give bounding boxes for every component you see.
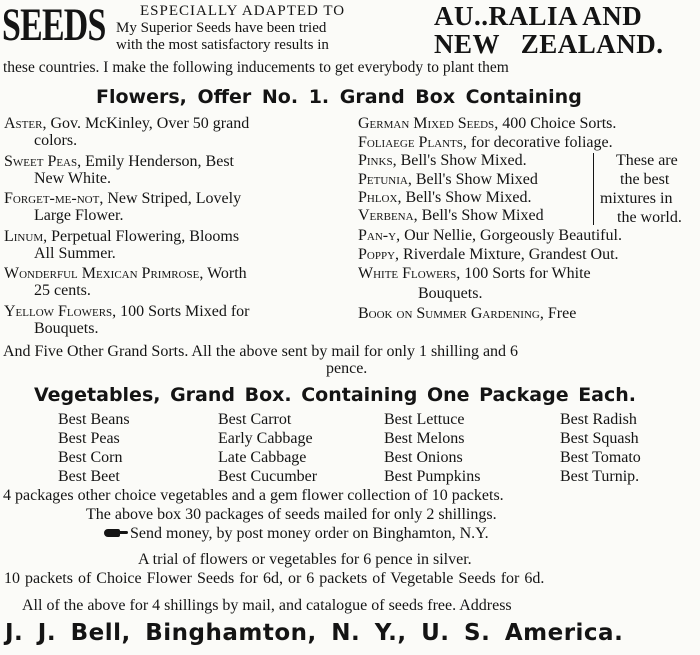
intro-line-3: with the most satisfactory results in — [116, 37, 329, 53]
note-line: the best — [620, 171, 670, 188]
vegetable-item: Best Onions — [384, 449, 463, 466]
flower-entry — [358, 305, 576, 323]
entry-name: Petunia — [358, 171, 408, 188]
vegetable-item: Best Squash — [560, 430, 639, 447]
entry-name: Pan-y — [358, 227, 397, 244]
vegetables-line-2: The above box 30 packages of seeds mailed for only 2 shillings. — [86, 506, 497, 523]
australia-heading: AU..RALIA AND — [434, 1, 643, 31]
entry-detail: , 100 Sorts for White — [456, 265, 591, 282]
entry-detail: , Bell's Show Mixed. — [397, 189, 532, 206]
entry-detail: , Bell's Show Mixed — [407, 171, 538, 188]
entry-detail: , Worth — [199, 265, 247, 282]
trial-line-1: A trial of flowers or vegetables for 6 pence in silver. — [138, 551, 472, 568]
note-bracket — [593, 153, 594, 225]
entry-detail: , Perpetual Flowering, Blooms — [43, 227, 240, 245]
vegetable-item: Late Cabbage — [218, 449, 307, 466]
entry-name: Book on Summer Gardening — [358, 305, 540, 322]
trial-line-2: 10 packets of Choice Flower Seeds for 6d, or 6 packets of Vegetable Seeds for 6d. — [4, 570, 545, 587]
entry-name: Poppy — [358, 246, 396, 263]
intro-line-4: these countries. I make the following inducements to get everybody to plant them — [3, 59, 509, 76]
vegetable-item: Best Beet — [58, 468, 120, 485]
flower-entry — [418, 285, 482, 303]
entry-name: Foliaege Plants — [358, 134, 463, 151]
vegetable-item: Best Peas — [58, 430, 120, 447]
flower-entry — [4, 265, 247, 283]
entry-name: Wonderful Mexican Primrose — [4, 265, 200, 282]
especially-adapted: ESPECIALLY ADAPTED TO — [140, 3, 346, 19]
entry-detail: , Gov. McKinley, Over 50 grand — [42, 115, 250, 132]
flower-entry-continued: colors. — [34, 132, 78, 149]
flower-entry — [358, 115, 616, 133]
vegetable-item: Best Turnip. — [560, 468, 640, 485]
flower-entry — [4, 115, 249, 133]
vegetable-item: Best Lettuce — [384, 411, 465, 428]
flower-entry — [358, 189, 531, 207]
flower-entry — [358, 246, 619, 264]
vegetable-item: Best Radish — [560, 411, 637, 428]
flower-entry — [358, 171, 538, 189]
flower-entry-continued: All Summer. — [34, 244, 116, 262]
flower-entry — [358, 207, 544, 225]
intro-line-2: My Superior Seeds have been tried — [116, 20, 327, 36]
entry-name: Pinks — [358, 152, 393, 169]
flower-entry — [358, 265, 591, 283]
entry-detail: , Free — [539, 305, 577, 322]
vegetables-line-1: 4 packages other choice vegetables and a gem flower collection of 10 packets. — [3, 487, 504, 504]
flower-entry — [4, 190, 241, 208]
entry-name: Phlox — [358, 189, 398, 206]
entry-detail: Bouquets. — [418, 285, 483, 302]
entry-name: Forget-me-not — [4, 190, 100, 207]
address-footer: J. J. Bell, Binghamton, N. Y., U. S. America. — [5, 620, 624, 646]
entry-detail: , for decorative foliage. — [462, 134, 613, 151]
entry-detail: , Our Nellie, Gorgeously Beautiful. — [396, 227, 622, 244]
flower-entry — [4, 153, 234, 171]
vegetable-item: Best Melons — [384, 430, 465, 447]
entry-detail: , 400 Choice Sorts. — [494, 115, 617, 132]
flower-entry-continued: Bouquets. — [34, 319, 99, 337]
note-line: These are — [616, 152, 678, 169]
entry-name: Aster — [4, 115, 43, 132]
entry-detail: , Bell's Show Mixed. — [392, 152, 527, 169]
entry-name: German Mixed Seeds — [358, 115, 495, 132]
flowers-heading: Flowers, Offer No. 1. Grand Box Containing — [96, 86, 582, 108]
flower-entry-continued: 25 cents. — [34, 282, 91, 299]
flowers-footer-line-2: pence. — [326, 360, 368, 377]
entry-name: Yellow Flowers — [4, 302, 113, 320]
note-line: mixtures in — [600, 190, 673, 207]
flower-entry — [358, 134, 613, 152]
send-money-text: Send money, by post money order on Binghamton, N.Y. — [130, 525, 489, 542]
entry-name: Linum — [4, 227, 44, 245]
vegetable-item: Best Beans — [58, 411, 130, 428]
entry-detail: , Riverdale Mixture, Grandest Out. — [395, 246, 619, 263]
vegetable-item: Best Tomato — [560, 449, 641, 466]
flower-entry — [4, 303, 249, 321]
entry-name: Sweet Peas — [4, 152, 78, 170]
entry-detail: , 100 Sorts Mixed for — [112, 302, 250, 320]
pointing-hand-icon — [104, 527, 128, 539]
seeds-title: SEEDS — [2, 0, 106, 51]
vegetable-item: Best Cucumber — [218, 468, 318, 485]
flower-entry-continued: New White. — [34, 169, 112, 187]
vegetables-heading: Vegetables, Grand Box. Containing One Package Each. — [34, 384, 636, 406]
flower-entry — [358, 227, 622, 245]
send-money-line — [104, 525, 489, 543]
vegetable-item: Best Corn — [58, 449, 123, 466]
new-zealand-heading: NEW ZEALAND. — [434, 29, 664, 59]
entry-detail: , Bell's Show Mixed — [413, 207, 544, 224]
flower-entry-continued: Large Flower. — [34, 207, 124, 224]
entry-detail: , New Striped, Lovely — [99, 190, 242, 207]
flower-entry — [358, 152, 527, 170]
flowers-footer-line-1: And Five Other Grand Sorts. All the above sent by mail for only 1 shilling and 6 — [3, 343, 519, 360]
entry-name: White Flowers — [358, 265, 457, 282]
entry-detail: , Emily Henderson, Best — [77, 152, 234, 170]
vegetable-item: Best Carrot — [218, 411, 292, 428]
trial-line-3: All of the above for 4 shillings by mail, and catalogue of seeds free. Address — [22, 597, 512, 614]
vegetable-item: Early Cabbage — [218, 430, 313, 447]
note-line: the world. — [617, 209, 682, 226]
entry-name: Verbena — [358, 207, 414, 224]
flower-entry — [4, 228, 239, 246]
vegetable-item: Best Pumpkins — [384, 468, 481, 485]
